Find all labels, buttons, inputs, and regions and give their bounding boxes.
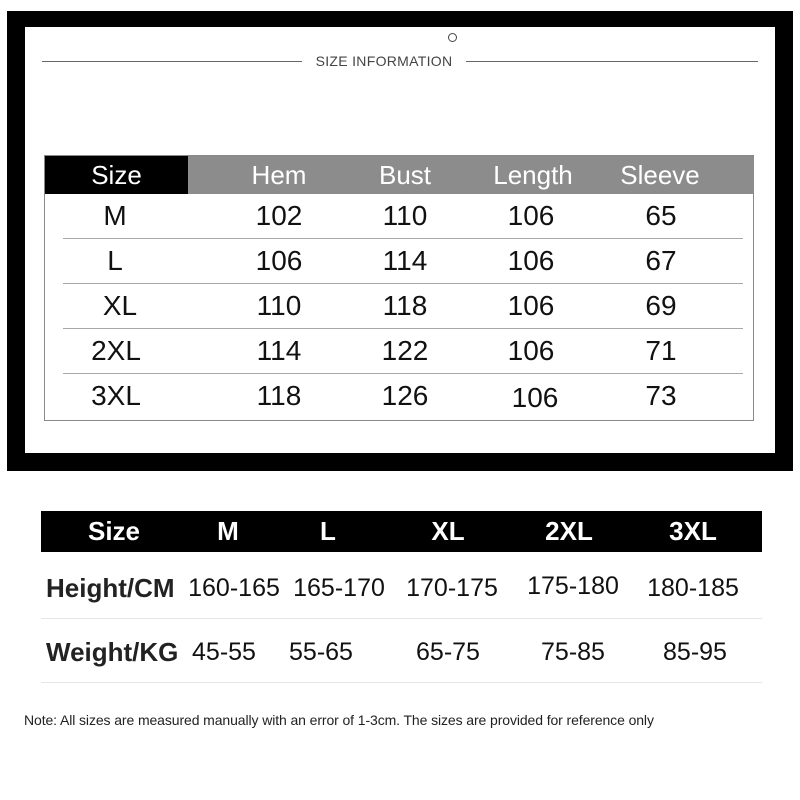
height-value-xl: 170-175 [406,574,498,602]
height-value-l: 165-170 [293,574,385,602]
table-row [45,194,753,239]
weight-row [41,621,762,683]
column-header-length: Length [493,160,573,190]
length-cell: 106 [507,335,555,366]
size-table [44,155,754,421]
row-divider [41,682,762,683]
size-cell: XL [102,290,138,321]
height-value-m: 160-165 [188,574,280,602]
guide-header-size: Size [87,516,141,546]
title-rule-left [42,61,302,62]
hanger-ring-icon [448,33,457,42]
size-cell: 2XL [91,335,141,366]
column-header-size: Size [91,160,142,190]
guide-header-m: M [217,516,239,546]
guide-header-l: L [320,516,336,546]
hem-cell: 106 [255,245,303,276]
sleeve-cell: 71 [645,335,677,366]
sleeve-cell: 67 [645,245,677,276]
weight-value-m: 45-55 [192,638,256,666]
sleeve-cell: 65 [645,200,677,231]
height-value-3xl: 180-185 [647,574,739,602]
column-header-sleeve: Sleeve [620,160,700,190]
bust-cell: 122 [381,335,429,366]
height-value-2xl: 175-180 [527,572,619,600]
table-row [45,239,753,284]
guide-header-3xl: 3XL [669,516,717,546]
size-information-title: SIZE INFORMATION [315,53,453,69]
weight-value-3xl: 85-95 [663,638,727,666]
weight-label: Weight/KG [46,637,179,667]
hem-cell: 114 [256,335,302,366]
height-label: Height/CM [46,573,175,603]
length-cell: 106 [507,200,555,231]
height-row [41,557,762,619]
table-row [45,374,753,419]
size-cell: L [107,245,123,276]
weight-value-xl: 65-75 [416,638,480,666]
size-cell: 3XL [91,380,141,411]
column-header-bust: Bust [378,160,432,190]
title-rule-right [466,61,758,62]
sleeve-cell: 73 [645,380,677,411]
guide-table-header [41,511,762,552]
hem-cell: 102 [255,200,303,231]
column-header-hem: Hem [251,160,307,190]
weight-value-2xl: 75-85 [541,638,605,666]
sleeve-cell: 69 [645,290,677,321]
measurement-note: Note: All sizes are measured manually with an error of 1-3cm. The sizes are provided for reference only [24,712,654,728]
length-cell: 106 [511,382,559,413]
weight-value-l: 55-65 [289,638,353,666]
table-row [45,284,753,329]
hem-cell: 110 [256,290,302,321]
table-row [45,329,753,374]
guide-header-xl: XL [431,516,465,546]
bust-cell: 126 [381,380,429,411]
bust-cell: 110 [382,200,428,231]
row-divider [41,618,762,619]
bust-cell: 114 [382,245,428,276]
hem-cell: 118 [256,380,302,411]
length-cell: 106 [507,245,555,276]
bust-cell: 118 [382,290,428,321]
guide-header-2xl: 2XL [545,516,593,546]
size-cell: M [103,200,127,231]
length-cell: 106 [507,290,555,321]
size-table-header [45,156,753,194]
